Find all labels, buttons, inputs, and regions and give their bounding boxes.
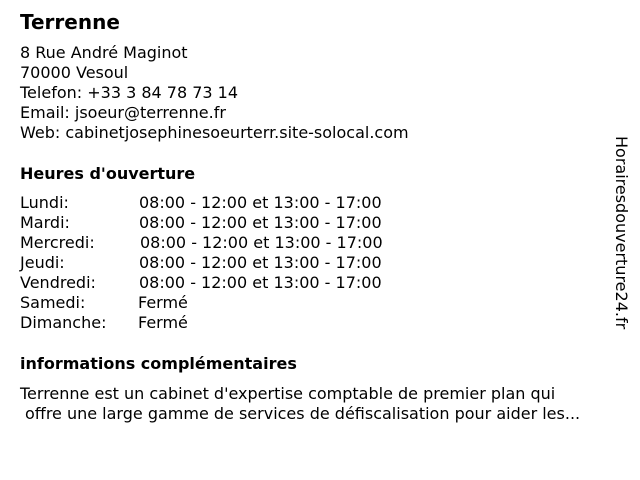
hours-time: 08:00 - 12:00 et 13:00 - 17:00	[139, 213, 382, 232]
hours-day: Jeudi:	[20, 253, 65, 272]
additional-info-text	[20, 384, 632, 424]
hours-day: Samedi:	[20, 293, 86, 312]
hours-time: 08:00 - 12:00 et 13:00 - 17:00	[139, 193, 382, 212]
email-line: Email: jsoeur@terrenne.fr	[20, 103, 226, 122]
additional-info-heading: informations complémentaires	[20, 354, 297, 373]
address-line-city: 70000 Vesoul	[20, 63, 129, 82]
hours-day: Vendredi:	[20, 273, 96, 292]
hours-time: 08:00 - 12:00 et 13:00 - 17:00	[139, 253, 382, 272]
web-line: Web: cabinetjosephinesoeurterr.site-solocal.com	[20, 123, 409, 142]
info-line: Terrenne est un cabinet d'expertise comptable de premier plan qui	[20, 384, 556, 403]
hours-day: Mardi:	[20, 213, 70, 232]
contact-block	[20, 43, 409, 143]
business-name: Terrenne	[20, 10, 120, 34]
hours-time: Fermé	[138, 293, 188, 312]
address-line-street: 8 Rue André Maginot	[20, 43, 188, 62]
hours-day: Mercredi:	[20, 233, 95, 252]
phone-line: Telefon: +33 3 84 78 73 14	[20, 83, 239, 102]
hours-day: Dimanche:	[20, 313, 107, 332]
hours-time: Fermé	[138, 313, 188, 332]
hours-time: 08:00 - 12:00 et 13:00 - 17:00	[139, 273, 382, 292]
hours-time: 08:00 - 12:00 et 13:00 - 17:00	[140, 233, 383, 252]
opening-hours-heading: Heures d'ouverture	[20, 164, 196, 183]
info-line: offre une large gamme de services de défiscalisation pour aider les...	[25, 404, 581, 423]
hours-day: Lundi:	[20, 193, 69, 212]
site-watermark: Horairesdouverture24.fr	[612, 136, 631, 330]
